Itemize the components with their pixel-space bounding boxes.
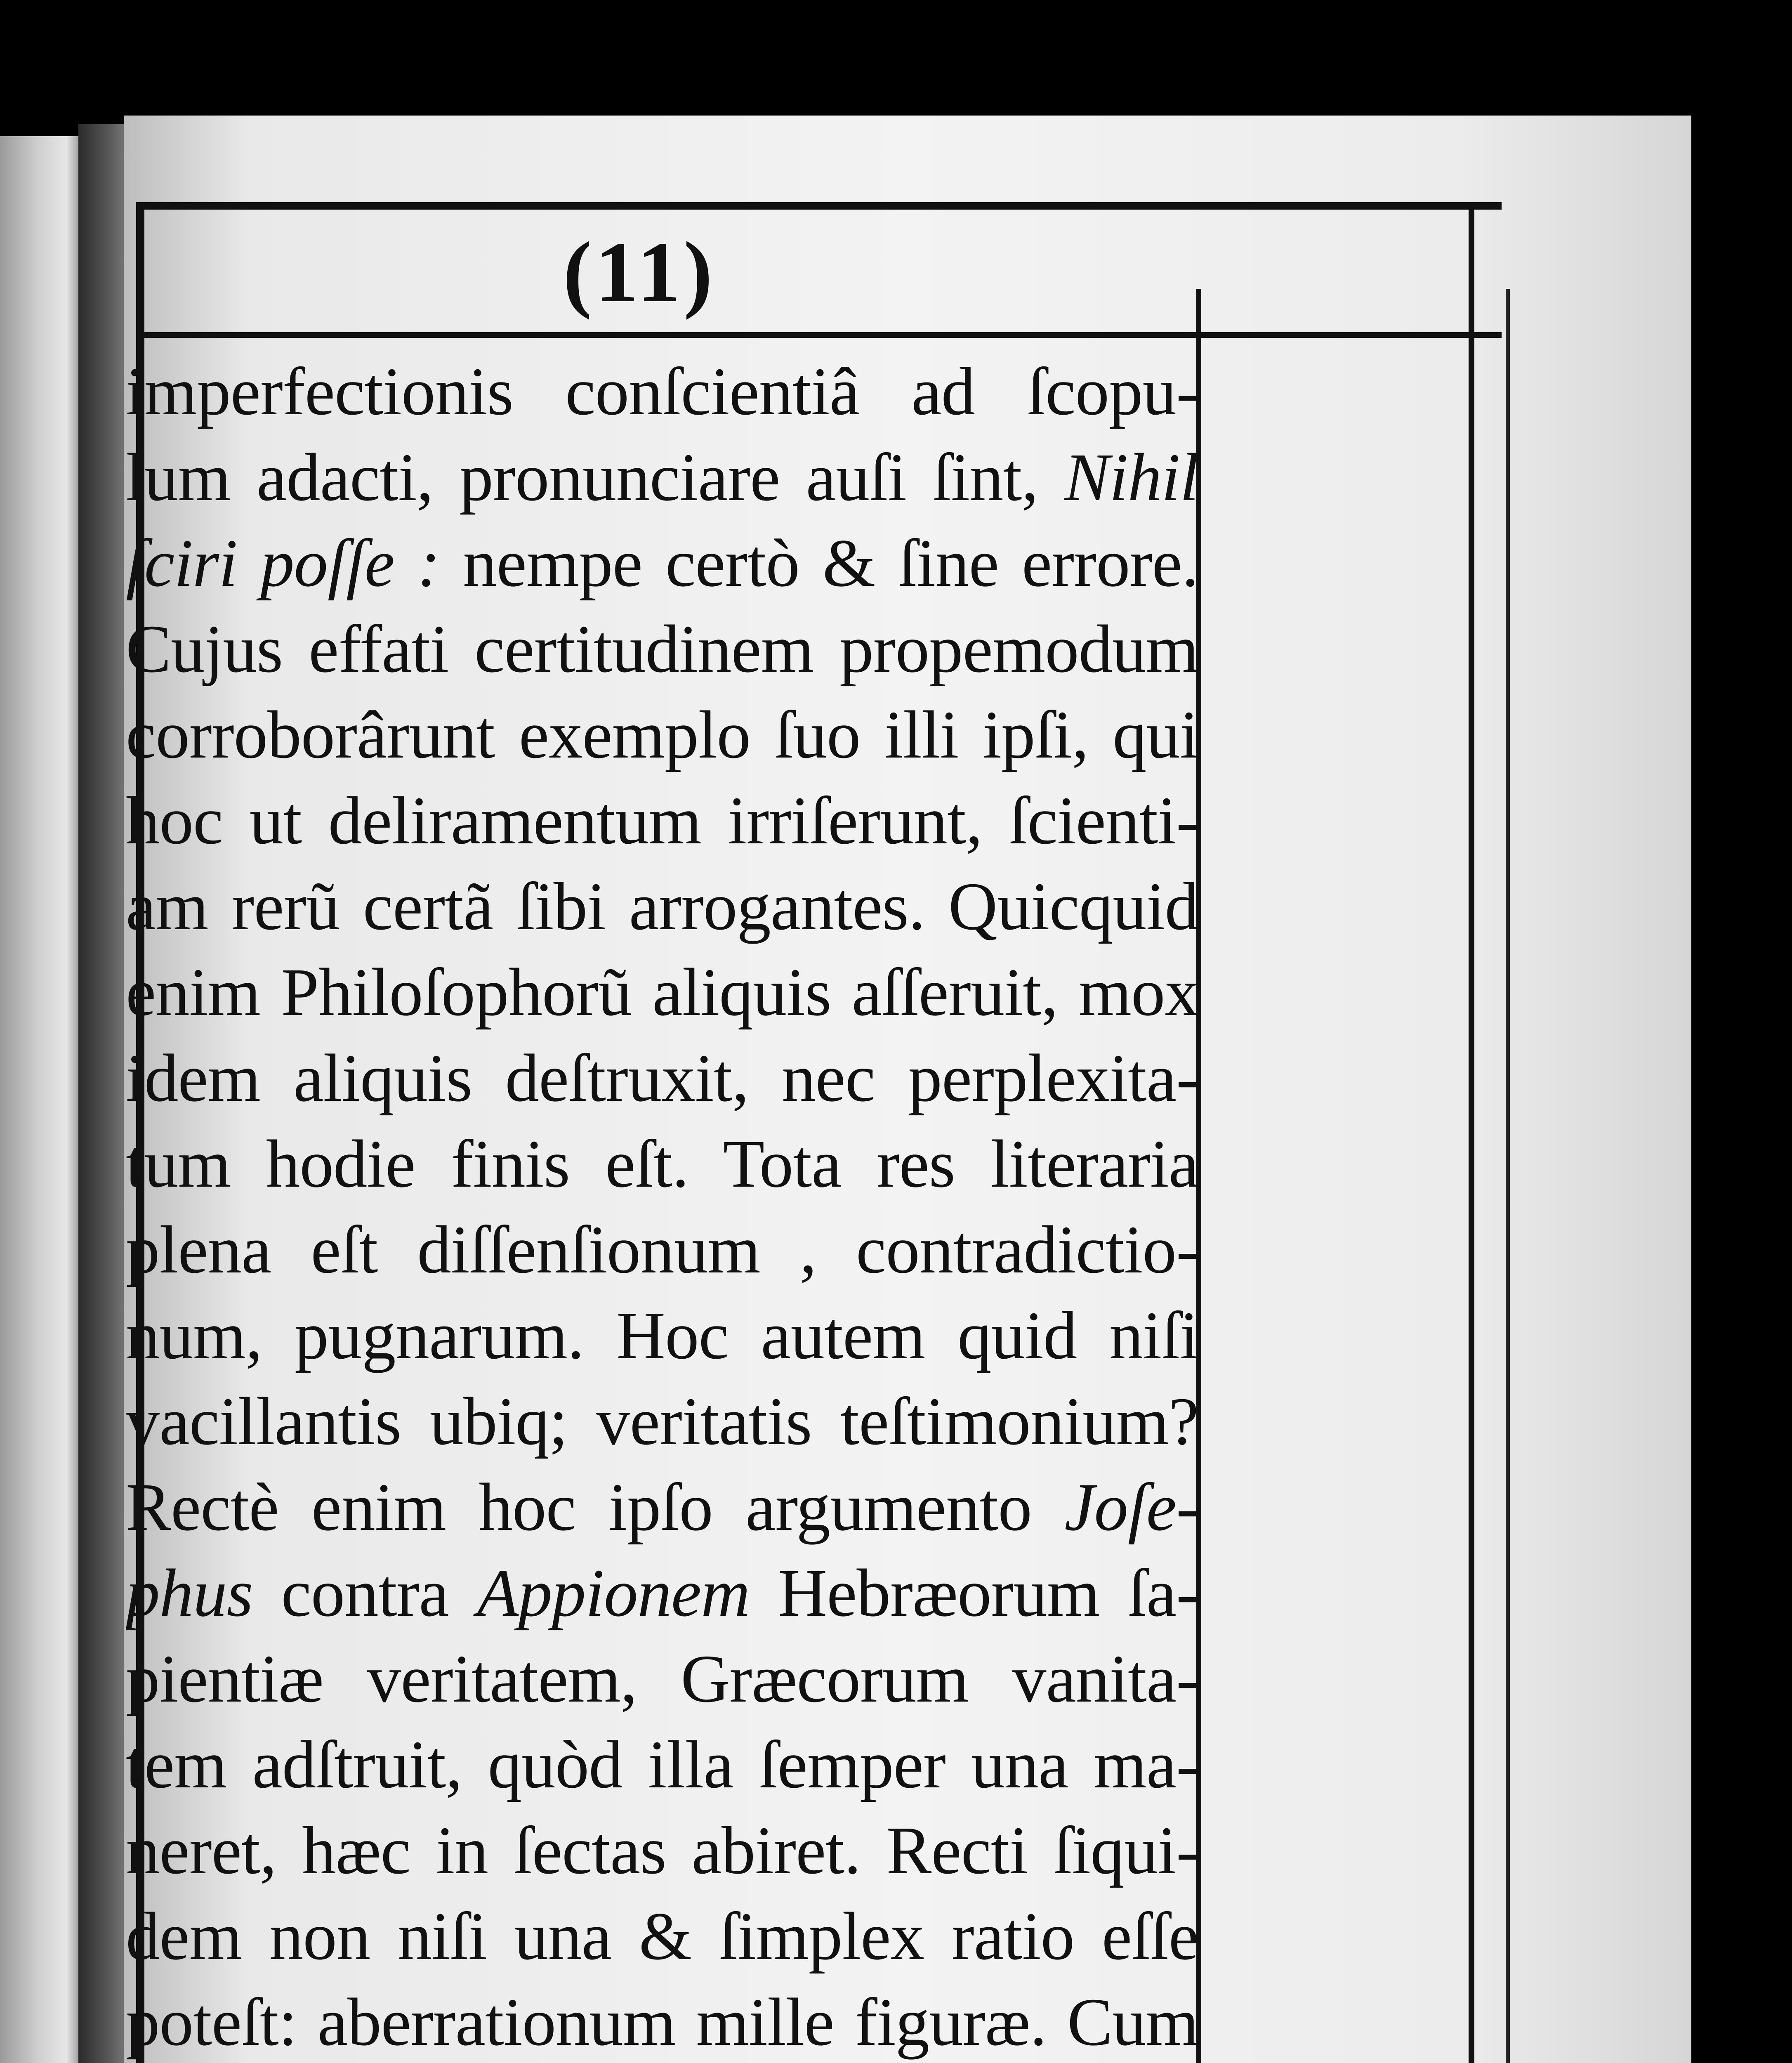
text-line: [126, 1207, 1198, 1293]
italic-text: phus: [126, 1555, 253, 1631]
italic-text: Nihil: [1064, 439, 1198, 515]
text-line: [126, 1550, 1198, 1636]
text-line: [126, 1636, 1198, 1722]
text-run: dem non niſi una & ſimplex ratio eſſe: [126, 1898, 1198, 1974]
text-run: Rectè enim hoc ipſo argumento: [126, 1469, 1065, 1545]
frame-top-rule: [136, 202, 1502, 210]
text-run: nempe certò & ſine errore.: [440, 525, 1198, 601]
text-run: Hebræorum ſa-: [750, 1555, 1198, 1631]
text-line: [126, 1808, 1198, 1893]
text-line: [126, 434, 1198, 520]
text-run: idem aliquis deſtruxit, nec perplexita-: [126, 1040, 1198, 1116]
text-run: am rerũ certã ſibi arrogantes. Quicquid: [126, 869, 1198, 944]
text-run: neret, hæc in ſectas abiret. Recti ſiqui-: [126, 1813, 1198, 1888]
margin-rule: [1469, 202, 1474, 2063]
page-number: (11): [563, 224, 716, 320]
italic-text: Joſe-: [1064, 1469, 1198, 1545]
text-line: [126, 1035, 1198, 1121]
text-run: lum adacti, pronunciare auſi ſint,: [126, 439, 1064, 515]
text-line: [126, 349, 1198, 434]
text-run: pientiæ veritatem, Græcorum vanita-: [126, 1641, 1198, 1716]
italic-text: ſciri poſſe :: [126, 525, 440, 601]
text-line: [126, 606, 1198, 692]
text-run: vacillantis ubiq; veritatis teſtimonium?: [126, 1383, 1198, 1459]
text-line: [126, 1722, 1198, 1808]
text-line: [126, 520, 1198, 606]
text-run: tem adſtruit, quòd illa ſemper una ma-: [126, 1727, 1198, 1802]
text-run: hoc ut deliramentum irriſerunt, ſcienti-: [126, 783, 1198, 858]
body-text: [126, 349, 1198, 2063]
text-line: [126, 1293, 1198, 1378]
text-run: tum hodie finis eſt. Tota res literaria: [126, 1126, 1198, 1201]
text-run: contra: [252, 1555, 477, 1631]
text-line: [126, 778, 1198, 864]
header-rule: [136, 332, 1502, 338]
text-run: num, pugnarum. Hoc autem quid niſi: [126, 1298, 1198, 1373]
text-run: poteſt: aberrationum mille figuræ. Cum: [126, 1984, 1198, 2060]
text-run: plena eſt diſſenſionum , contradictio-: [126, 1212, 1198, 1287]
text-line: [126, 1979, 1198, 2063]
text-line: [126, 1464, 1198, 1550]
text-run: corroborârunt exemplo ſuo illi ipſi, qui: [126, 697, 1198, 772]
text-line: [126, 864, 1198, 949]
text-line: [126, 1893, 1198, 1979]
text-line: [126, 1378, 1198, 1464]
text-run: Cujus effati certitudinem propemodum: [126, 611, 1198, 687]
text-run: enim Philoſophorũ aliquis aſſeruit, mox: [126, 954, 1198, 1030]
text-line: [126, 949, 1198, 1035]
outer-margin-rule: [1506, 289, 1510, 2063]
italic-text: Appionem: [477, 1555, 750, 1631]
text-line: [126, 1121, 1198, 1207]
text-run: imperfectionis conſcientiâ ad ſcopu-: [126, 354, 1198, 429]
text-line: [126, 692, 1198, 778]
